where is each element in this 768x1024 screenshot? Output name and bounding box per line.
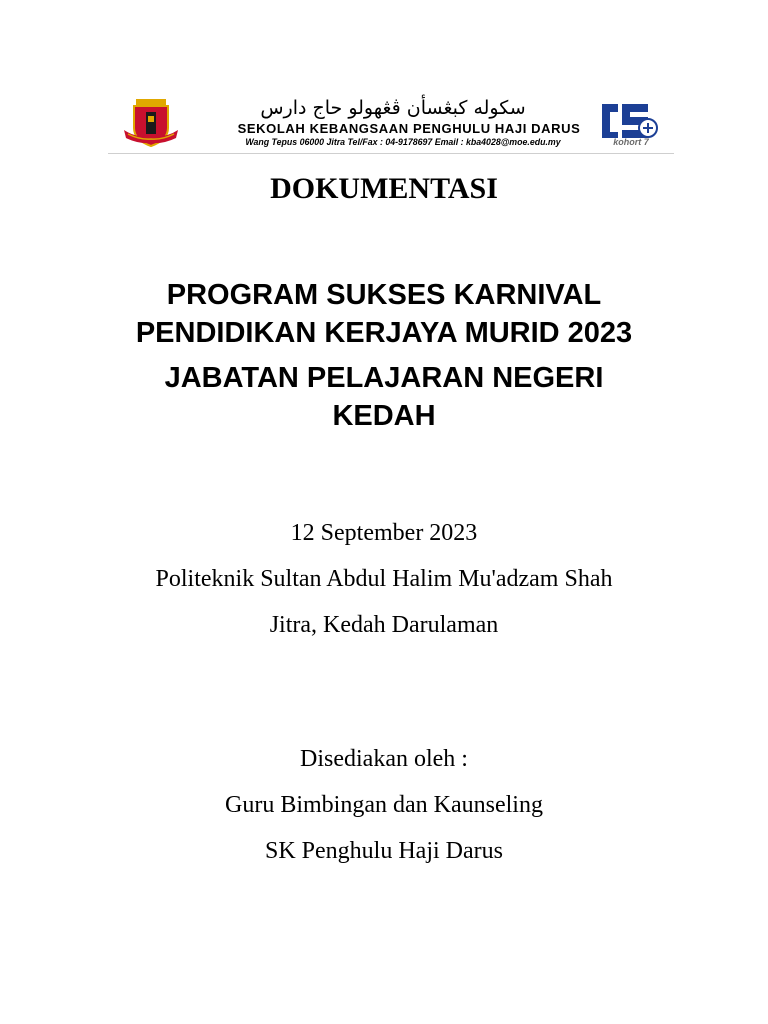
program-title-line: KEDAH [332,400,436,432]
program-title-line: PROGRAM SUKSES KARNIVAL [166,279,602,311]
event-date: 12 September 2023 [290,520,478,546]
prepared-by-role: Guru Bimbingan dan Kaunseling [225,792,543,818]
event-location: Jitra, Kedah Darulaman [269,612,499,638]
kohort-label: kohort 7 [613,137,649,147]
school-contact: Wang Tepus 06000 Jitra Tel/Fax : 04-9178697 Email : kba4028@moe.edu.my [245,137,561,147]
document-title: DOKUMENTASI [270,172,498,205]
event-details [0,510,768,648]
prepared-by-label: Disediakan oleh : [300,746,468,772]
event-venue: Politeknik Sultan Abdul Halim Mu'adzam Shah [155,566,613,592]
program-title-line: PENDIDIKAN KERJAYA MURID 2023 [135,317,633,349]
program-title-line: JABATAN PELAJARAN NEGERI [164,362,604,394]
prepared-by-school: SK Penghulu Haji Darus [265,838,503,864]
school-name: SEKOLAH KEBANGSAAN PENGHULU HAJI DARUS [237,121,581,136]
letterhead [108,94,674,154]
program-title [0,276,768,435]
school-name-arabic: سکوله کبڠسأن ڤڠهولو حاج دارس [260,97,526,119]
school-crest-icon [122,98,180,150]
prepared-by-section [0,736,768,874]
